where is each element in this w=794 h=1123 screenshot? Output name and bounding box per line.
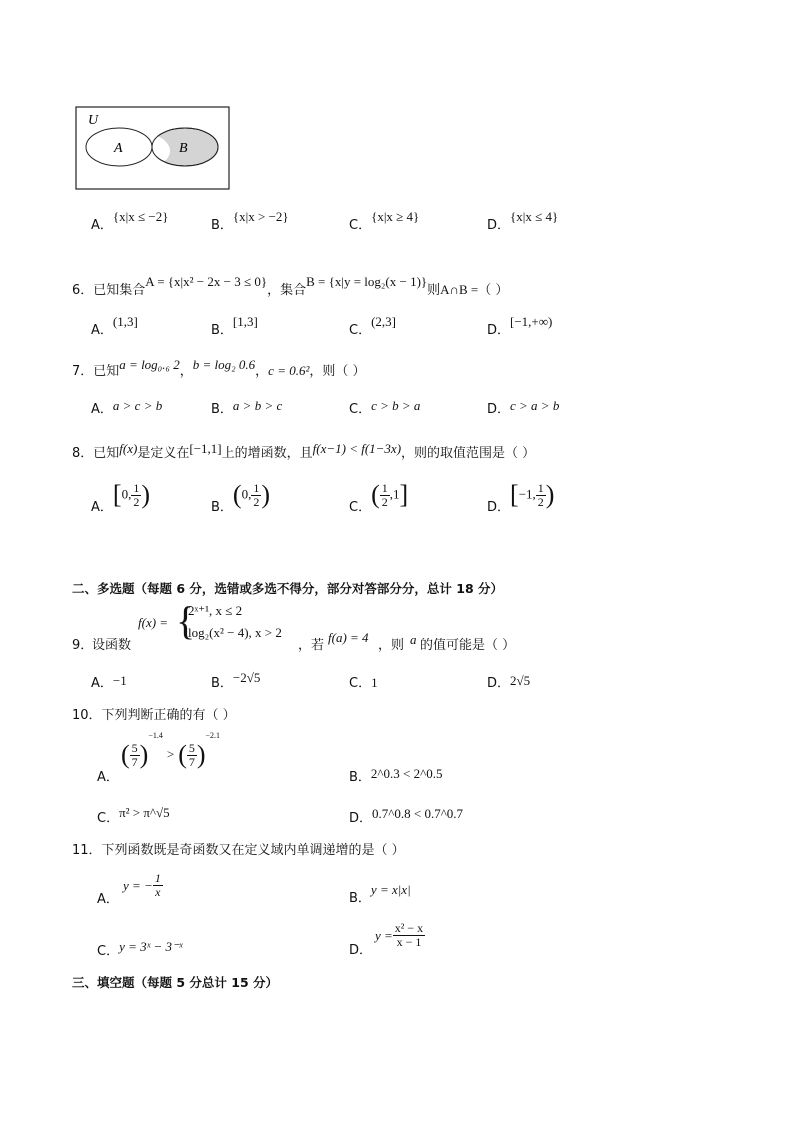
exponent: −2.1 xyxy=(205,731,221,741)
interval-low: −1, xyxy=(518,486,536,502)
question-10: 10．下列判断正确的有（ ） xyxy=(72,708,236,723)
option-label: D． xyxy=(487,499,511,515)
option-label: A． xyxy=(91,676,113,691)
option-label: C． xyxy=(349,218,372,233)
fraction xyxy=(536,482,546,509)
option-label: A． xyxy=(91,402,113,417)
question-text: ，则的取值范围是（ ） xyxy=(401,446,536,461)
numerator: 1 xyxy=(381,480,388,495)
q8-option-d xyxy=(487,480,555,515)
numerator: 1 xyxy=(253,480,260,495)
venn-b-label: B xyxy=(179,141,188,156)
q6-option-b xyxy=(211,314,258,339)
q5-option-c xyxy=(349,209,420,234)
option-label: A． xyxy=(97,770,119,785)
piecewise-case-2: log₂(x² − 4), x > 2 xyxy=(188,625,282,640)
piecewise-brace: { xyxy=(176,598,196,643)
venn-a-label: A xyxy=(114,141,123,156)
numerator: 1 xyxy=(537,480,544,495)
interval-high: ,1 xyxy=(389,486,400,502)
expr-prefix: y = − xyxy=(123,878,153,893)
question-number: 9． xyxy=(72,638,94,653)
denominator: 7 xyxy=(188,754,195,769)
function-f: f(x) xyxy=(119,441,138,456)
variable-a: a xyxy=(410,632,417,647)
option-value xyxy=(123,872,163,899)
option-label: A． xyxy=(91,323,113,338)
option-label: C． xyxy=(349,676,372,691)
q6-option-a xyxy=(91,314,138,339)
option-label: D． xyxy=(487,676,511,691)
question-text: 已知 xyxy=(93,364,120,379)
bracket-right: ) xyxy=(545,480,555,509)
option-value: {x|x > −2} xyxy=(232,209,289,224)
option-value: {x|x ≥ 4} xyxy=(371,209,420,224)
option-value: 2√5 xyxy=(510,673,531,688)
option-label: A． xyxy=(97,892,119,907)
q9-option-d xyxy=(487,675,530,692)
q10-option-c xyxy=(97,805,170,827)
option-label: C． xyxy=(97,944,120,959)
q7-option-c xyxy=(349,398,421,418)
option-value: −1 xyxy=(112,673,127,688)
q5-option-d xyxy=(487,209,559,234)
function-lhs: f(x) = xyxy=(138,615,169,630)
q7-option-d xyxy=(487,398,560,418)
option-label: D． xyxy=(487,402,511,417)
question-text: 则 xyxy=(427,283,441,298)
option-value: y = x|x| xyxy=(370,882,411,897)
option-value: −2√5 xyxy=(232,670,261,685)
option-value: c > b > a xyxy=(371,398,421,413)
question-number: 7． xyxy=(72,364,94,379)
option-label: B． xyxy=(211,499,233,515)
question-text: 已知 xyxy=(93,446,120,461)
bracket-left: ( xyxy=(232,480,242,509)
set-a-expr: A = {x|x² − 2x − 3 ≤ 0} xyxy=(145,274,268,289)
option-label: B． xyxy=(349,891,371,906)
option-label: C． xyxy=(349,499,372,515)
option-label: D． xyxy=(487,218,511,233)
option-value: c > a > b xyxy=(510,398,560,413)
intersection-expr: A∩B = xyxy=(440,282,479,297)
fraction xyxy=(380,482,390,509)
bracket-right: ) xyxy=(261,480,271,509)
q9-option-b xyxy=(211,670,261,692)
q10-option-d xyxy=(349,806,464,827)
question-text: ，集合 xyxy=(267,283,307,298)
option-value: (1,3] xyxy=(112,314,138,329)
numerator: 5 xyxy=(131,740,138,755)
option-value: {x|x ≤ −2} xyxy=(112,209,169,224)
option-label: B． xyxy=(349,770,371,785)
option-label: C． xyxy=(97,811,120,826)
question-6 xyxy=(72,274,509,299)
q10-option-b xyxy=(349,766,443,786)
q8-option-a xyxy=(91,480,150,515)
option-value: ( $\frac{5}{7}$ )$^{-1.4}$ > ( $\frac{5}{7}$ )$^{-2.1}$ xyxy=(121,731,221,769)
q5-option-a xyxy=(91,209,169,234)
option-value: [1,3] xyxy=(232,314,258,329)
denominator: 2 xyxy=(133,494,140,509)
venn-diagram xyxy=(75,106,231,191)
option-value: y = 3ˣ − 3⁻ˣ xyxy=(119,939,183,954)
expr-b: b = log₂ 0.6 xyxy=(192,357,256,372)
option-value: 2^0.3 < 2^0.5 xyxy=(370,766,443,781)
relation: > xyxy=(166,746,175,762)
question-number: 8． xyxy=(72,446,94,461)
bracket-right: ] xyxy=(399,480,409,509)
interval-low: 0, xyxy=(241,486,252,502)
option-value: a > c > b xyxy=(112,398,163,413)
denominator: 2 xyxy=(381,494,388,509)
option-value: [−1,+∞) xyxy=(510,314,553,329)
question-text: ，则（ ） xyxy=(309,364,366,379)
option-value: (2,3] xyxy=(371,314,396,329)
question-text: ，则 xyxy=(378,638,405,653)
q8-option-b xyxy=(211,480,271,515)
denominator: x − 1 xyxy=(396,935,422,949)
expr-c: c = 0.6² xyxy=(268,363,310,378)
numerator: 1 xyxy=(154,871,161,885)
option-label: B． xyxy=(211,218,233,233)
section-2-heading: 二、多选题（每题 6 分，选错或多选不得分，部分对答部分分，总计 18 分） xyxy=(72,581,504,596)
option-label: A． xyxy=(91,499,113,515)
question-number: 6． xyxy=(72,283,94,298)
option-label: A． xyxy=(91,218,113,233)
venn-u-label: U xyxy=(88,113,99,128)
option-label: D． xyxy=(349,943,373,958)
question-11: 11．下列函数既是奇函数又在定义域内单调递增的是（ ） xyxy=(72,843,405,858)
option-value: 1 xyxy=(371,675,378,690)
numerator: 1 xyxy=(133,480,140,495)
question-7 xyxy=(72,357,366,380)
denominator: x xyxy=(155,885,161,899)
q11-option-c xyxy=(97,939,183,960)
set-b-expr: B = {x|y = log₂(x − 1)} xyxy=(306,274,428,289)
domain-interval: [−1,1] xyxy=(189,441,222,456)
option-value xyxy=(375,922,425,949)
q7-option-b xyxy=(211,398,283,418)
q11-option-b xyxy=(349,882,411,907)
q7-option-a xyxy=(91,398,163,418)
option-label: D． xyxy=(349,811,373,826)
expr-a: a = log₀.₆ 2 xyxy=(119,357,180,372)
option-value: {x|x ≤ 4} xyxy=(510,209,559,224)
bracket-left: [ xyxy=(112,480,122,509)
question-text: 已知集合 xyxy=(93,283,146,298)
interval-low: 0, xyxy=(121,486,132,502)
option-label: B． xyxy=(211,676,233,691)
separator: ， xyxy=(255,364,269,379)
q6-option-c xyxy=(349,314,396,339)
q5-option-b xyxy=(211,209,289,234)
answer-paren: （ ） xyxy=(478,283,509,298)
question-text: 设函数 xyxy=(92,638,132,653)
question-text: 的值可能是（ ） xyxy=(420,638,516,653)
numerator: 5 xyxy=(188,740,195,755)
option-value: 0.7^0.8 < 0.7^0.7 xyxy=(372,806,464,821)
option-value: a > b > c xyxy=(232,398,283,413)
fraction xyxy=(251,482,261,509)
option-value: π² > π^√5 xyxy=(119,805,170,820)
question-text: ，若 xyxy=(298,638,325,653)
q6-option-d xyxy=(487,314,553,339)
bracket-right: ) xyxy=(141,480,150,509)
denominator: 2 xyxy=(253,494,260,509)
numerator: x² − x xyxy=(394,921,424,935)
question-text: 是定义在 xyxy=(137,446,190,461)
question-8 xyxy=(72,441,536,462)
section-3-heading: 三、填空题（每题 5 分总计 15 分） xyxy=(72,975,279,990)
option-label: D． xyxy=(487,323,511,338)
exponent: −1.4 xyxy=(148,731,163,741)
separator: ， xyxy=(179,364,193,379)
denominator: 2 xyxy=(537,494,544,509)
option-label: B． xyxy=(211,323,233,338)
inequality-expr: f(x−1) < f(1−3x) xyxy=(312,441,402,456)
option-label: C． xyxy=(349,323,372,338)
option-label: B． xyxy=(211,402,233,417)
question-text: 上的增函数，且 xyxy=(221,446,313,461)
q9-option-c xyxy=(349,675,378,692)
q8-option-c xyxy=(349,480,409,515)
denominator: 7 xyxy=(131,754,138,769)
bracket-left: [ xyxy=(510,480,519,509)
option-label: C． xyxy=(349,402,372,417)
piecewise-case-1: 2ˣ⁺¹, x ≤ 2 xyxy=(188,603,243,618)
condition-expr: f(a) = 4 xyxy=(328,630,369,645)
bracket-left: ( xyxy=(371,480,380,509)
expr-prefix: y = xyxy=(375,928,393,943)
q9-option-a xyxy=(91,675,127,692)
fraction xyxy=(131,482,141,509)
